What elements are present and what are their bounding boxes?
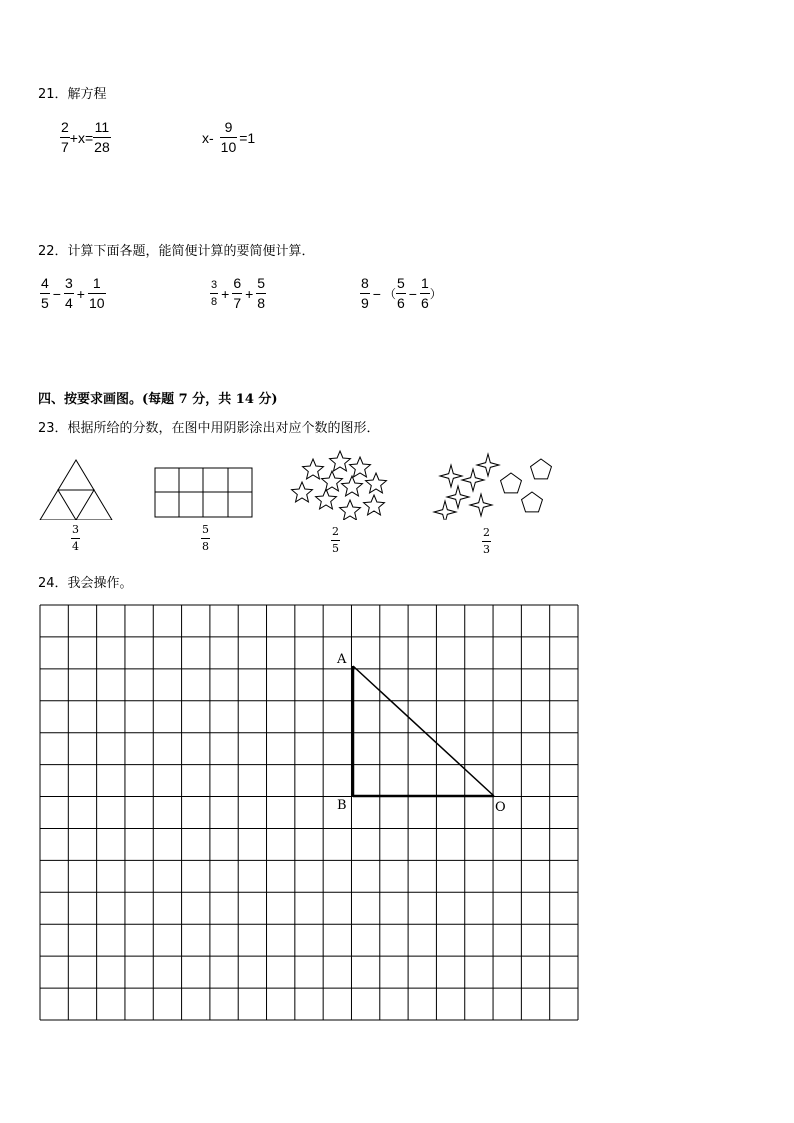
fraction-denominator: 6: [397, 295, 405, 312]
fraction-numerator: 3: [72, 523, 79, 536]
fraction-denominator: 7: [233, 295, 242, 312]
fraction-numerator: 6: [233, 275, 242, 291]
rectangle-grid-figure: [155, 468, 252, 517]
equation-prefix: x-: [202, 129, 214, 146]
star-group: [292, 451, 387, 520]
q24-grid-figure: [0, 600, 794, 1030]
fraction-numerator: 2: [61, 119, 69, 135]
fraction-denominator: 10: [220, 139, 237, 156]
sparkle-icon: [434, 501, 456, 520]
fraction-denominator: 7: [61, 139, 69, 156]
operator: −: [52, 285, 61, 302]
operator: +: [221, 285, 230, 302]
fraction-denominator: 10: [88, 295, 105, 312]
q21-title: 21．解方程: [38, 87, 107, 102]
label-fraction-4: [482, 527, 491, 556]
label-fraction-3: [331, 526, 340, 555]
q21-equation-1: [60, 120, 111, 156]
star-icon: [330, 451, 351, 471]
sparkle-icon: [440, 465, 462, 487]
equation-middle: +x=: [69, 129, 94, 146]
segment-ao: [353, 666, 494, 796]
section-4-title: 四、按要求画图。(每题 7 分，共 14 分): [38, 392, 278, 407]
star-icon: [342, 476, 363, 496]
sparkle-icon: [477, 454, 499, 476]
fraction-denominator: 5: [332, 542, 339, 556]
q22-expression-2: [210, 276, 266, 312]
point-label-o: O: [495, 800, 506, 815]
fraction-numerator: 2: [332, 525, 339, 538]
operator: −: [408, 285, 417, 302]
q22-expression-1: [40, 276, 106, 312]
q22-expression-3: [360, 276, 442, 312]
fraction-denominator: 8: [202, 540, 209, 554]
fraction-numerator: 11: [94, 119, 110, 135]
fraction-denominator: 3: [483, 543, 490, 557]
fraction-numerator: 5: [202, 523, 209, 536]
star-icon: [350, 457, 371, 477]
fraction-numerator: 3: [211, 279, 218, 292]
q21-equation-2: [202, 120, 255, 156]
point-label-b: B: [337, 798, 347, 813]
star-icon: [364, 495, 385, 515]
equation-suffix: =1: [239, 129, 256, 146]
star-icon: [292, 482, 313, 502]
fraction-denominator: 8: [210, 293, 218, 308]
operator: +: [76, 285, 85, 302]
star-icon: [340, 500, 361, 520]
sparkle-icon: [462, 469, 484, 491]
fraction-denominator: 4: [72, 540, 79, 554]
fraction-denominator: 8: [257, 295, 266, 312]
fraction-numerator: 5: [397, 275, 405, 291]
point-label-a: A: [337, 652, 347, 667]
fraction-denominator: 9: [361, 295, 369, 312]
pentagon-icon: [522, 492, 543, 512]
triangle-abo: [353, 666, 494, 796]
right-paren: ）: [429, 287, 442, 302]
q23-title: 23．根据所给的分数，在图中用阴影涂出对应个数的图形．: [38, 421, 380, 436]
fraction-numerator: 1: [92, 275, 101, 291]
fraction-numerator: 8: [361, 275, 369, 291]
sparkle-icon: [470, 494, 492, 516]
sparkle-group: [434, 454, 499, 520]
star-icon: [366, 473, 387, 493]
star-icon: [322, 471, 343, 491]
q23-figures: [0, 440, 794, 520]
pentagon-group: [501, 459, 552, 512]
q24-title: 24．我会操作。: [38, 576, 133, 591]
left-paren: （: [383, 287, 396, 302]
fraction-numerator: 4: [41, 275, 49, 291]
pentagon-icon: [501, 473, 522, 493]
sparkle-icon: [447, 486, 469, 508]
label-fraction-1: [71, 524, 80, 553]
operator: +: [245, 285, 254, 302]
pentagon-icon: [531, 459, 552, 479]
fraction-denominator: 5: [41, 295, 49, 312]
star-icon: [303, 459, 324, 479]
fraction-numerator: 5: [257, 275, 266, 291]
triangle-figure: [40, 460, 112, 520]
fraction-numerator: 1: [420, 275, 429, 291]
label-fraction-2: [201, 524, 210, 553]
fraction-numerator: 2: [483, 526, 490, 539]
q22-title: 22．计算下面各题，能简便计算的要简便计算．: [38, 244, 315, 259]
fraction-numerator: 3: [64, 275, 73, 291]
operator: −: [372, 285, 381, 302]
fraction-numerator: 9: [224, 119, 233, 135]
fraction-denominator: 28: [94, 139, 110, 156]
fraction-denominator: 6: [420, 295, 429, 312]
star-icon: [316, 489, 337, 509]
fraction-denominator: 4: [64, 295, 73, 312]
